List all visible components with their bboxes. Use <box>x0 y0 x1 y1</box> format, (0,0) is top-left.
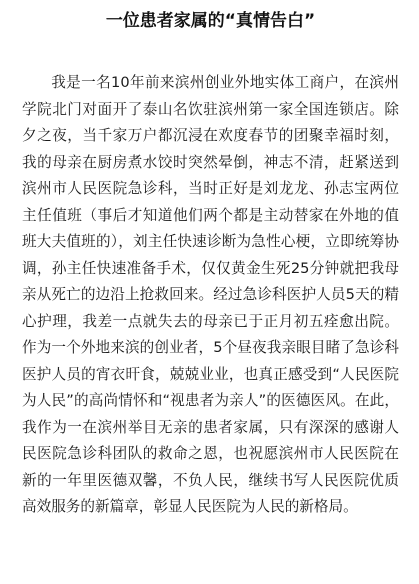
document-title: 一位患者家属的“真情告白” <box>105 11 316 31</box>
document-paragraph: 我是一名10年前来滨州创业外地实体工商户，在滨州学院北门对面开了泰山名饮驻滨州第一家全国连锁店。除夕之夜，当千家万户都沉浸在欢度春节的团聚幸福时刻，我的母亲在厨房煮水饺时突然晕倒，神志不清，赶紧送到滨州市人民医院急诊科，当时正好是刘龙龙、孙志宝两位主任值班（事后才知道他们两个都是主动替家在外地的值班大夫值班的），刘主任快速诊断为急性心梗，立即统筹协调，孙主任快速准备手术，仅仅黄金生死25分钟就把我母亲从死亡的边沿上抢救回来。经过急诊科医护人员5天的精心护理，我差一点就失去的母亲已于正月初五痊愈出院。作为一个外地来滨的创业者，5个昼夜我亲眼目睹了急诊科医护人员的宵衣旰食，兢兢业业，也真正感受到“人民医院为人民”的高尚情怀和“视患者为亲人”的医德医风。在此，我作为一在滨州举目无亲的患者家属，只有深深的感谢人民医院急诊科团队的救命之恩，也祝愿滨州市人民医院在新的一年里医德双馨，不负人民，继续书写人民医院优质高效服务的新篇章，彰显人民医院为人民的新格局。 <box>22 74 399 515</box>
